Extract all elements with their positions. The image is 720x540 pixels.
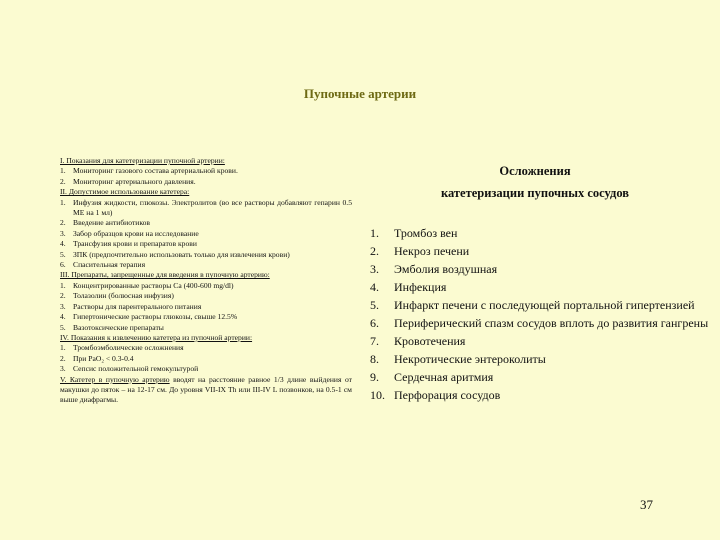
item-text: Тромбоэмболические осложнения <box>73 343 184 353</box>
item-text: Кровотечения <box>394 334 466 348</box>
item-number: 5. <box>60 322 66 332</box>
list-item <box>60 198 352 219</box>
list-item <box>60 260 352 270</box>
item-text: ЗПК (предпочтительно использовать только для извлечения крови) <box>73 249 290 259</box>
item-number: 4. <box>370 280 379 294</box>
item-text: Забор образцов крови на исследование <box>73 228 199 238</box>
item-number: 10. <box>370 388 385 402</box>
item-number: 1. <box>60 197 66 207</box>
item-text: Гипертонические растворы глюкозы, свыше 12.5% <box>73 312 238 322</box>
list-item <box>60 250 352 260</box>
item-number: 4. <box>60 312 66 322</box>
item-text: Растворы для парентерального питания <box>73 301 202 311</box>
item-number: 3. <box>370 262 379 276</box>
list-item <box>370 224 710 242</box>
item-number: 4. <box>60 239 66 249</box>
item-number: 2. <box>60 353 66 363</box>
list-item <box>370 296 710 314</box>
list-item <box>60 354 352 364</box>
item-number: 6. <box>60 260 66 270</box>
item-number: 3. <box>60 228 66 238</box>
item-number: 6. <box>370 316 379 330</box>
page-number: 37 <box>640 497 653 512</box>
complications-title <box>380 160 690 204</box>
list-item <box>60 229 352 239</box>
complications-title-line1: Осложнения <box>499 164 571 178</box>
list-item <box>60 323 352 333</box>
placement-text: вводят на расстояние равное 1/3 длине выйдения от макушки до пяток – на 12-17 см. До уровня VII-IX Th или III-IV L позвонков, на 0.5-1 см выше диафрагмы. <box>60 374 352 405</box>
list-item <box>60 166 352 176</box>
section-heading: I. Показания для катетеризации пупочной артерии: <box>60 156 225 165</box>
item-text: Толазолин (болюсная инфузия) <box>73 291 174 301</box>
item-text: Мониторинг артериального давления. <box>73 176 196 186</box>
item-number: 5. <box>60 249 66 259</box>
item-text: Сердечная аритмия <box>394 370 494 384</box>
list-item <box>60 364 352 374</box>
list-item <box>370 242 710 260</box>
list-item <box>370 386 710 404</box>
item-number: 1. <box>370 226 379 240</box>
item-number: 2. <box>60 291 66 301</box>
item-number: 2. <box>60 218 66 228</box>
catheter-placement-note <box>60 375 352 406</box>
item-text: Перфорация сосудов <box>394 388 501 402</box>
section-heading: V. Катетер в пупочную артерию <box>60 374 170 384</box>
item-text: Введение антибиотиков <box>73 218 151 228</box>
item-text: Периферический спазм сосудов вплоть до развития гангрены <box>394 316 709 330</box>
item-number: 1. <box>60 166 66 176</box>
item-text: Инфекция <box>394 280 447 294</box>
section-heading: III. Препараты, запрещенные для введения в пупочную артерию: <box>60 270 270 280</box>
list-item <box>60 312 352 322</box>
list-item <box>370 332 710 350</box>
slide-title: Пупочные артерии <box>303 86 417 101</box>
item-number: 8. <box>370 352 379 366</box>
list-item <box>370 350 710 368</box>
item-number: 9. <box>370 370 379 384</box>
item-text: Некротические энтероколиты <box>394 352 546 366</box>
section-heading: II. Допустимое использование катетера: <box>60 187 190 197</box>
item-text: Спасительная терапия <box>73 260 146 270</box>
item-number: 2. <box>60 176 66 186</box>
item-number: 2. <box>370 244 379 258</box>
list-item <box>60 177 352 187</box>
item-text: Тромбоз вен <box>394 226 458 240</box>
item-number: 3. <box>60 364 66 374</box>
item-text: Сепсис положительной гемокультурой <box>73 364 199 374</box>
item-number: 1. <box>60 280 66 290</box>
list-item <box>370 260 710 278</box>
item-text: При РaО₂ < 0.3-0.4 <box>73 353 134 363</box>
list-item <box>60 343 352 353</box>
item-number: 5. <box>370 298 379 312</box>
item-text: Мониторинг газового состава артериальной крови. <box>73 166 238 176</box>
item-text: Эмболия воздушная <box>394 262 498 276</box>
item-number: 3. <box>60 301 66 311</box>
list-item <box>370 368 710 386</box>
item-text: Трансфузия крови и препаратов крови <box>73 239 197 249</box>
item-text: Инфаркт печени с последующей портальной гипертензией <box>394 298 695 312</box>
item-text: Концентрированные растворы Са (400-600 mg/dl) <box>73 280 234 290</box>
list-item <box>370 278 710 296</box>
complications-title-line2: катетеризации пупочных сосудов <box>440 186 630 200</box>
list-item <box>60 281 352 291</box>
item-text: Некроз печени <box>394 244 470 258</box>
item-number: 1. <box>60 343 66 353</box>
list-item <box>60 239 352 249</box>
section-heading: IV. Показания к извлечению катетера из пупочной артерии: <box>60 332 253 342</box>
item-text: Вазотоксические препараты <box>73 322 164 332</box>
complications-list <box>370 224 710 404</box>
item-number: 7. <box>370 334 379 348</box>
list-item <box>60 291 352 301</box>
item-text: Инфузия жидкости, глюкозы. Электролитов (во все растворы добавляют гепарин 0.5 МЕ на 1 мл) <box>73 197 352 218</box>
list-item <box>370 314 710 332</box>
list-item <box>60 302 352 312</box>
indications-column <box>60 156 352 406</box>
list-item <box>60 218 352 228</box>
